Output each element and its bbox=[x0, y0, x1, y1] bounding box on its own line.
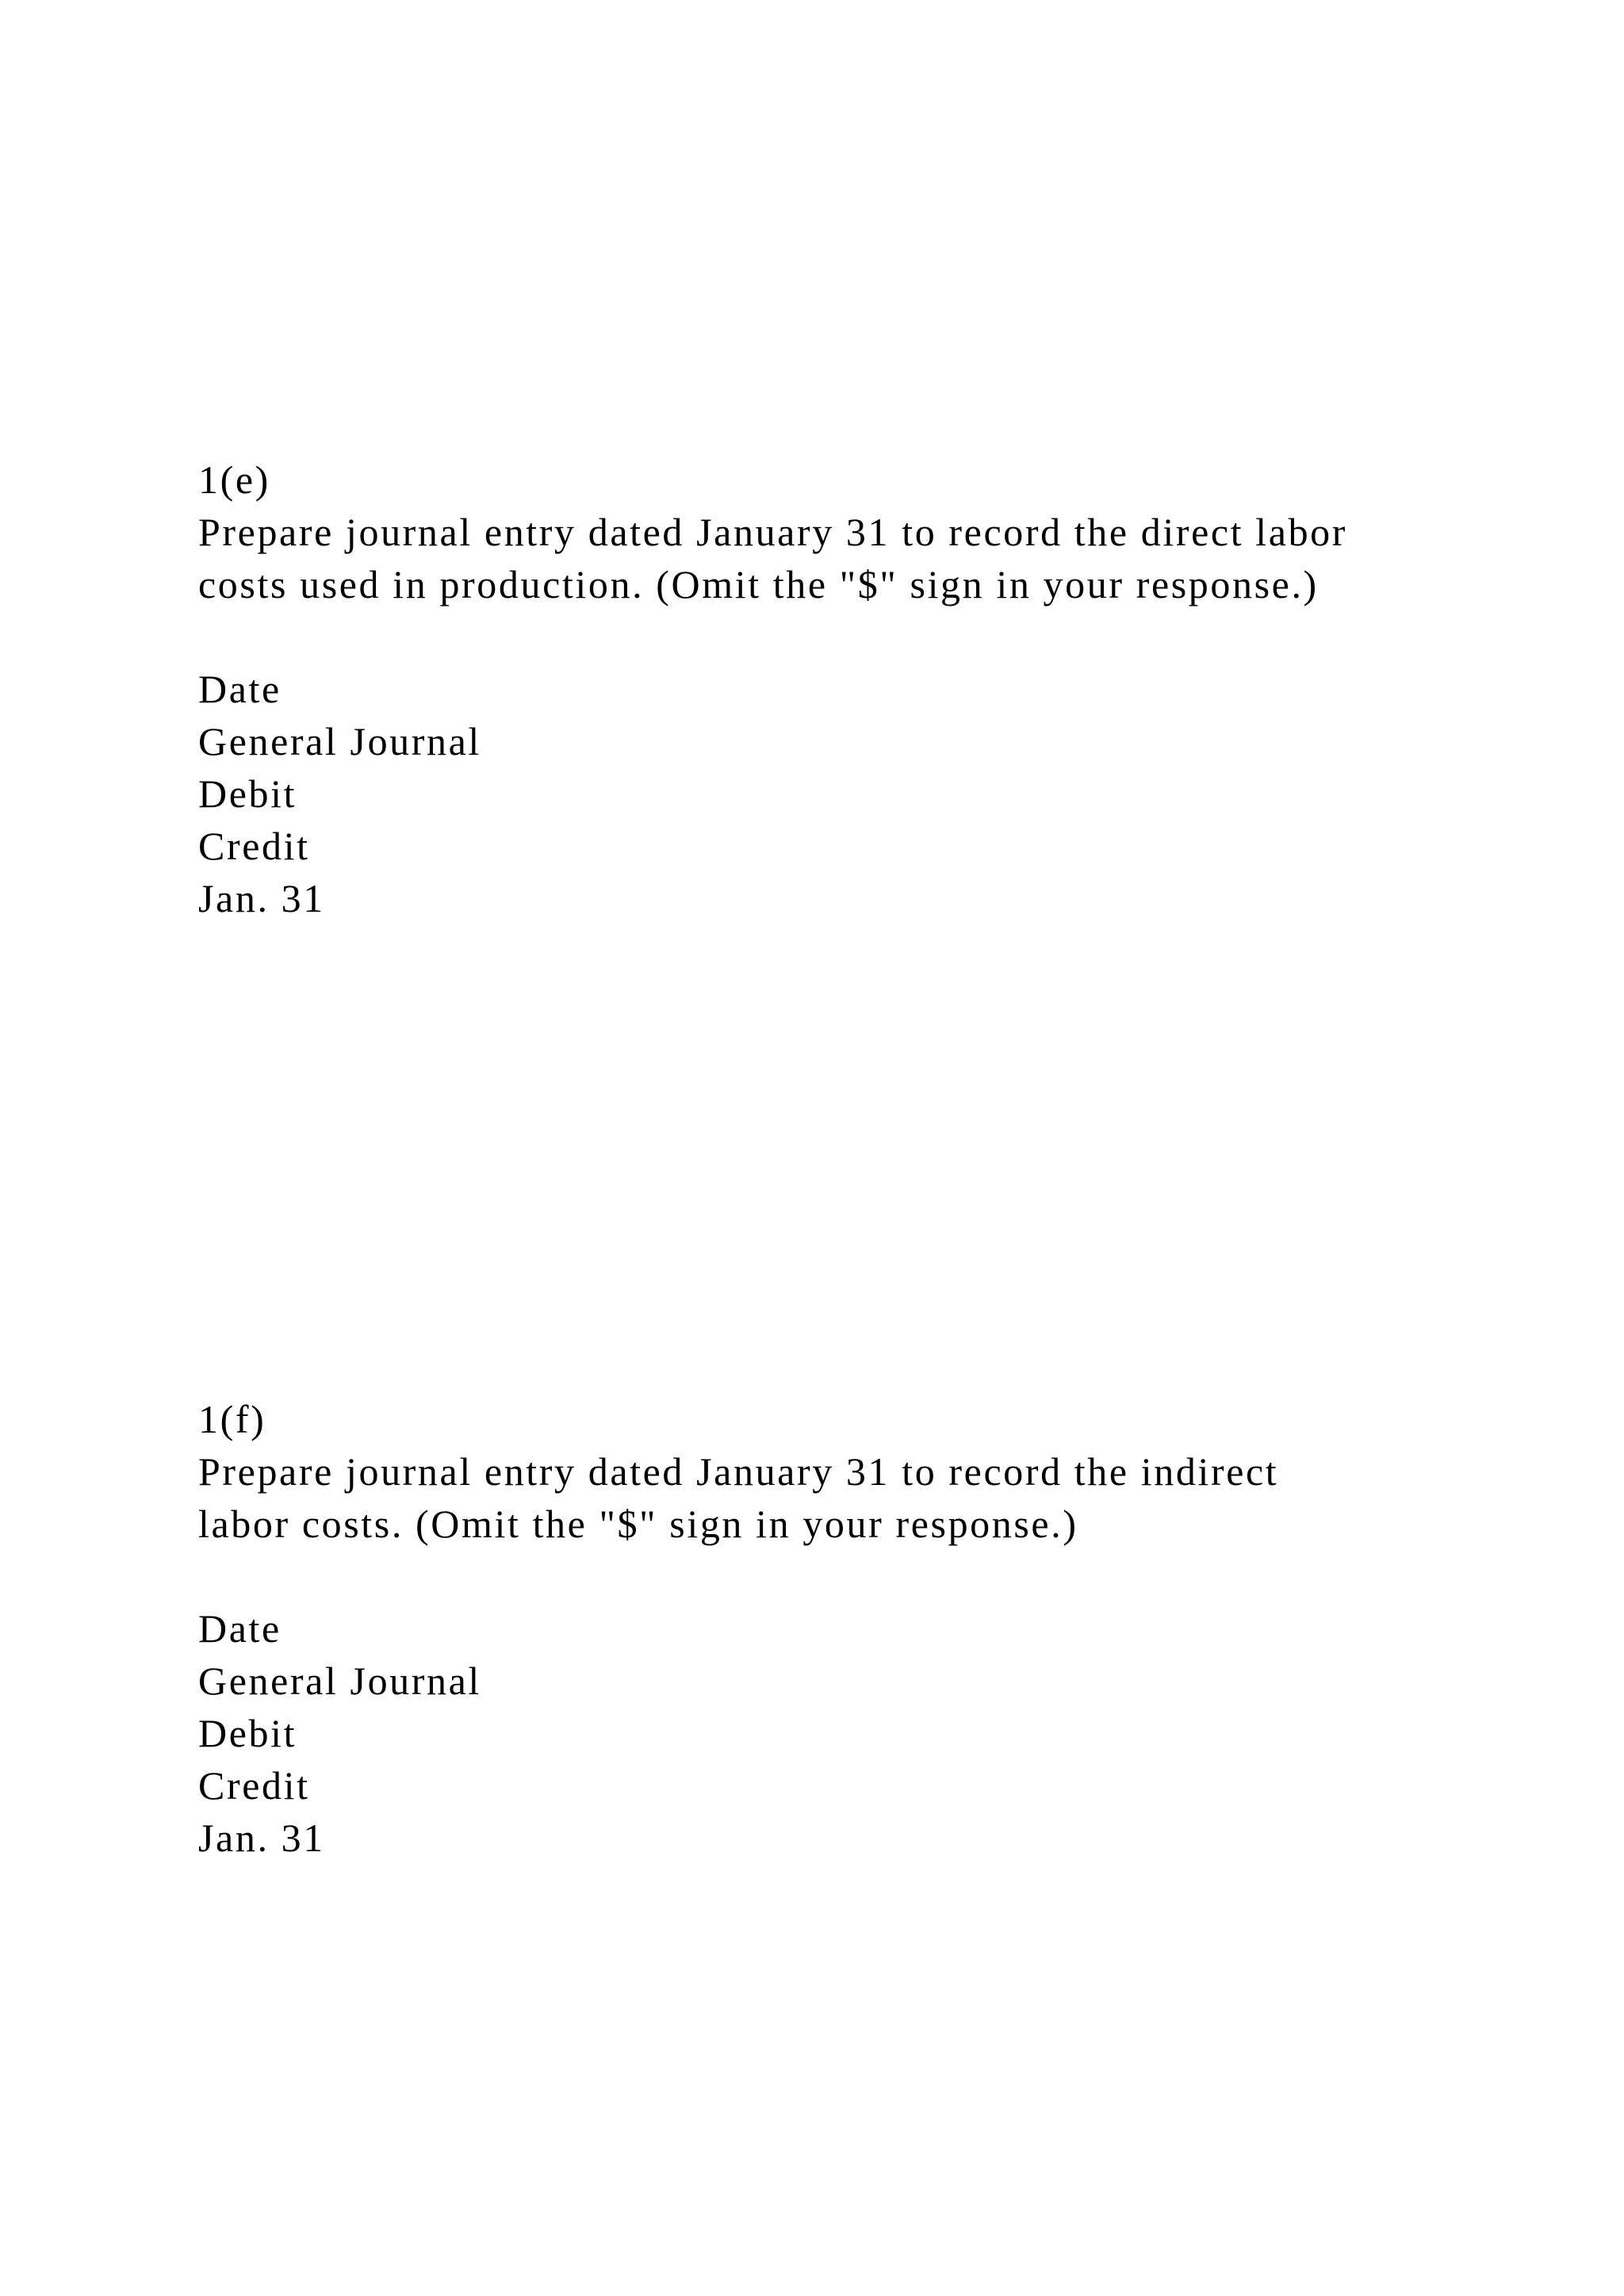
instruction-line-2: costs used in production. (Omit the "$" sign in your response.) bbox=[198, 562, 1319, 607]
debit-column-header: Debit bbox=[198, 771, 297, 816]
credit-column-header: Credit bbox=[198, 1763, 310, 1808]
date-column-header: Date bbox=[198, 1606, 282, 1651]
question-section-1f bbox=[198, 1393, 1546, 1864]
general-journal-column-header: General Journal bbox=[198, 1659, 481, 1703]
debit-column-header: Debit bbox=[198, 1711, 297, 1755]
instruction-line-1: Prepare journal entry dated January 31 to record the indirect bbox=[198, 1449, 1279, 1494]
entry-date: Jan. 31 bbox=[198, 876, 325, 920]
question-number: 1(f) bbox=[198, 1397, 266, 1441]
entry-date: Jan. 31 bbox=[198, 1816, 325, 1860]
blank-line bbox=[198, 1550, 1546, 1602]
blank-line bbox=[198, 610, 1546, 663]
instruction-line-1: Prepare journal entry dated January 31 to record the direct labor bbox=[198, 510, 1348, 554]
question-section-1e bbox=[198, 453, 1546, 924]
date-column-header: Date bbox=[198, 667, 282, 711]
general-journal-column-header: General Journal bbox=[198, 719, 481, 763]
credit-column-header: Credit bbox=[198, 824, 310, 868]
question-number: 1(e) bbox=[198, 457, 270, 502]
instruction-line-2: labor costs. (Omit the "$" sign in your response.) bbox=[198, 1502, 1078, 1546]
